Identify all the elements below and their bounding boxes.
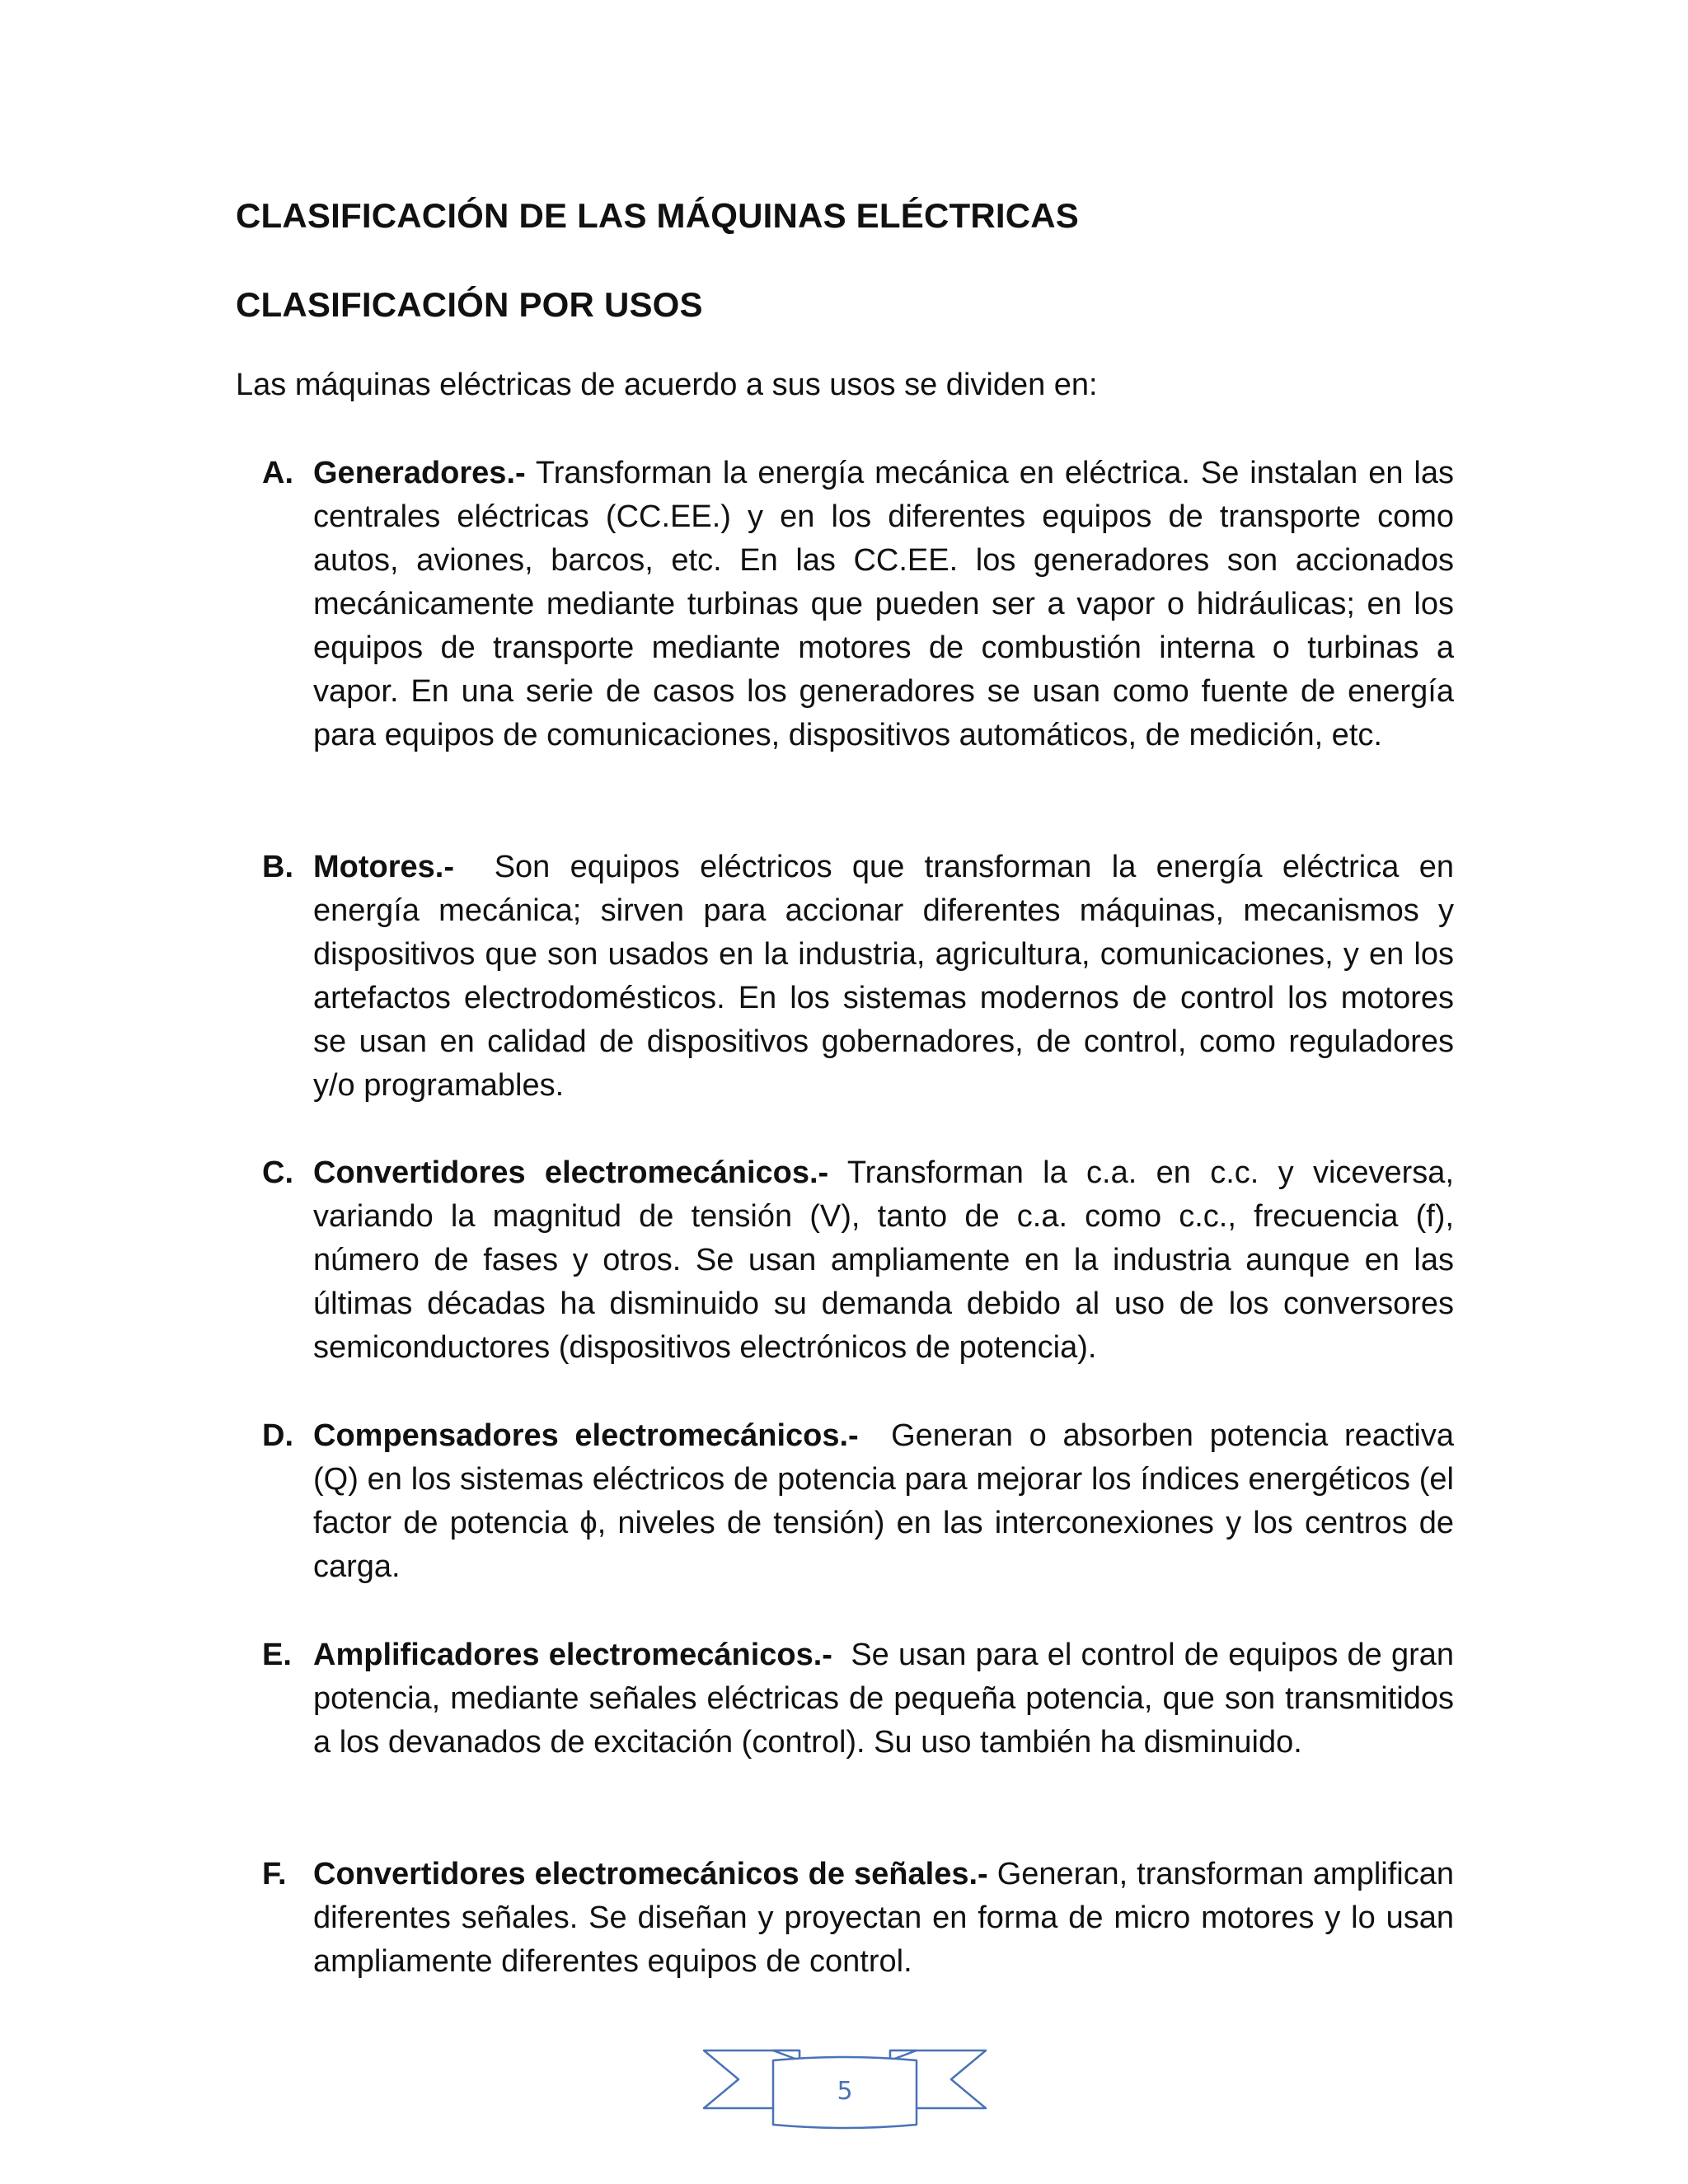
list-item-description: Son equipos eléctricos que transforman la energía eléctrica en energía mecánica; sirven para accionar diferentes máquinas, mecanismos y dispositivos que son usados en la industria, agricultura, comunicaciones, y en los artefactos electrodomésticos. En los sistemas modernos de control los motores se usan en calidad de dispositivos gobernadores, de control, como reguladores y/o programables. — [313, 850, 1454, 1103]
list-item-text — [313, 846, 1454, 1108]
list-item-term: Motores.- — [313, 850, 454, 884]
list-item-term: Generadores.- — [313, 456, 526, 490]
list-item-text — [313, 1414, 1454, 1589]
list-item-description: Transforman la energía mecánica en eléctrica. Se instalan en las centrales eléctricas (CC.EE.) y en los diferentes equipos de transporte como autos, aviones, barcos, etc. En las CC.EE. los generadores son accionados mecánicamente mediante turbinas que pueden ser a vapor o hidráulicas; en los equipos de transporte mediante motores de combustión interna o turbinas a vapor. En una serie de casos los generadores se usan como fuente de energía para equipos de comunicaciones, dispositivos automáticos, de medición, etc. — [313, 456, 1454, 752]
list-item-compensadores — [262, 1414, 1454, 1589]
list-item-motores — [262, 846, 1454, 1108]
list-item-description: Se usan para el control de equipos de gran potencia, mediante señales eléctricas de pequeña potencia, que son transmitidos a los devanados de excitación (control). Su uso también ha disminuido. — [313, 1638, 1455, 1760]
list-item-generadores — [262, 452, 1454, 757]
list-marker: F. — [262, 1857, 287, 1891]
list-marker: A. — [262, 456, 293, 490]
list-item-amplificadores — [262, 1633, 1454, 1765]
list-item-description: Transforman la c.a. en c.c. y viceversa, variando la magnitud de tensión (V), tanto de c.a. como c.c., frecuencia (f), número de fases y otros. Se usan ampliamente en la industria aunque en las últimas décadas ha disminuido su demanda debido al uso de los conversores semiconductores (dispositivos electrónicos de potencia). — [313, 1155, 1455, 1365]
list-item-term: Compensadores electromecánicos.- — [313, 1418, 859, 1453]
list-item-description: Generan, transforman amplifican diferentes señales. Se diseñan y proyectan en forma de micro motores y lo usan ampliamente diferentes equipos de control. — [313, 1857, 1454, 1979]
list-marker: E. — [262, 1638, 292, 1672]
list-marker: D. — [262, 1418, 293, 1453]
list-item-term: Convertidores electromecánicos de señales.- — [313, 1857, 988, 1891]
list-item-text — [313, 452, 1454, 757]
list-item-convertidores-senales — [262, 1853, 1454, 1984]
list-item-text — [313, 1633, 1454, 1765]
list-item-description: Generan o absorben potencia reactiva (Q) en los sistemas eléctricos de potencia para mejorar los índices energéticos (el factor de potencia ϕ, niveles de tensión) en las interconexiones y los centros de carga. — [313, 1418, 1454, 1584]
list-item-text — [313, 1853, 1454, 1984]
list-item-convertidores — [262, 1151, 1454, 1370]
page-footer — [701, 2042, 989, 2133]
list-marker: C. — [262, 1155, 293, 1190]
list-item-term: Amplificadores electromecánicos.- — [313, 1638, 832, 1672]
list-item-term: Convertidores electromecánicos.- — [313, 1155, 829, 1190]
page-number: 5 — [837, 2077, 853, 2106]
list-item-text — [313, 1151, 1454, 1370]
section-heading: CLASIFICACIÓN POR USOS — [236, 285, 703, 324]
list-marker: B. — [262, 850, 293, 884]
document-title: CLASIFICACIÓN DE LAS MÁQUINAS ELÉCTRICAS — [236, 196, 1080, 235]
intro-paragraph: Las máquinas eléctricas de acuerdo a sus usos se dividen en: — [236, 368, 1098, 402]
